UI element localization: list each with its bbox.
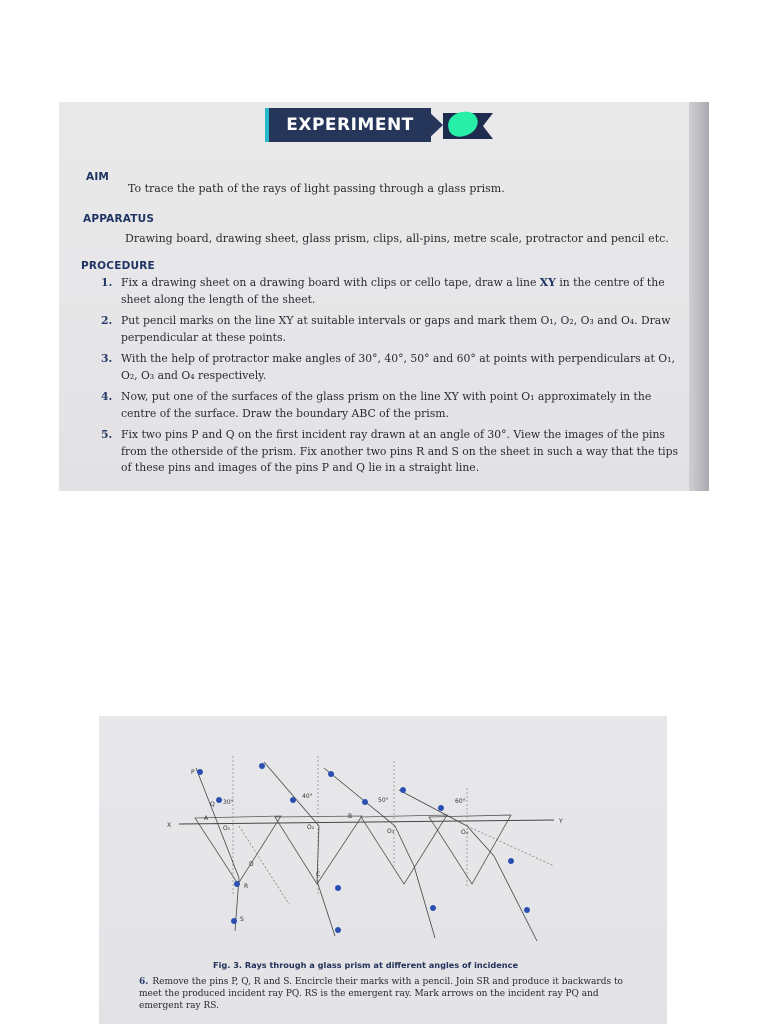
procedure-step: 5. Fix two pins P and Q on the first incident ray drawn at an angle of 30°. View the images of the pins from the otherside of the prism. Fix another two pins R and S on the sheet in such a way that the tips of these pins and images of the pins P and Q lie in a straight line. bbox=[101, 428, 679, 474]
banner-arrow bbox=[425, 108, 443, 142]
experiment-banner bbox=[265, 108, 495, 144]
figure-caption: Fig. 3. Rays through a glass prism at different angles of incidence bbox=[213, 960, 519, 970]
refracted-ray-4 bbox=[467, 826, 494, 856]
procedure-heading: PROCEDURE bbox=[81, 260, 155, 272]
label-angle-4: 60° bbox=[455, 798, 466, 805]
pin-p-3 bbox=[328, 771, 334, 777]
procedure-step: 4. Now, put one of the surfaces of the glass prism on the line XY with point O₁ approximately in the centre of the surface. Draw the boundary ABC of the prism. bbox=[101, 390, 652, 420]
pin-q-3 bbox=[362, 799, 368, 805]
procedure-step: 1. Fix a drawing sheet on a drawing board with clips or cello tape, draw a line XY in the centre of the sheet along the length of the sheet. bbox=[101, 276, 665, 306]
label-s: S bbox=[240, 916, 244, 923]
label-angle-3: 50° bbox=[378, 797, 389, 804]
label-o3: O₃ bbox=[387, 828, 395, 835]
pin-r-4 bbox=[508, 858, 514, 864]
label-y: Y bbox=[559, 818, 563, 825]
emergent-ray-4 bbox=[494, 856, 537, 941]
incident-ray-4 bbox=[399, 790, 467, 826]
aim-text: To trace the path of the rays of light passing through a glass prism. bbox=[128, 182, 505, 195]
prism-4 bbox=[429, 815, 511, 884]
prism-1 bbox=[195, 816, 281, 884]
banner-title: EXPERIMENT bbox=[265, 108, 431, 142]
pin-q-2 bbox=[290, 797, 296, 803]
xy-line bbox=[179, 820, 554, 824]
procedure-step-6: 6. Remove the pins P, Q, R and S. Encircle their marks with a pencil. Join SR and produce it backwards to meet the produced incident ray PQ. RS is the emergent ray. Mark arrows on the incident ray PQ and emergent ray RS. bbox=[139, 977, 623, 1011]
page-photo-bottom bbox=[99, 716, 667, 1024]
prism-ray-diagram bbox=[99, 716, 667, 956]
label-a: A bbox=[204, 815, 209, 822]
label-r: R bbox=[244, 883, 249, 890]
label-x: X bbox=[167, 822, 172, 829]
pin-q-1 bbox=[216, 797, 222, 803]
refracted-ray-3 bbox=[395, 826, 414, 866]
label-p: P bbox=[191, 769, 195, 776]
label-c: C bbox=[316, 871, 321, 878]
pin-s-3 bbox=[430, 905, 436, 911]
label-angle-1: 30° bbox=[223, 799, 234, 806]
label-q: Q bbox=[210, 801, 215, 808]
pin-r-2 bbox=[335, 885, 341, 891]
procedure-step: 2. Put pencil marks on the line XY at suitable intervals or gaps and mark them O₁, O₂, O₃ and O₄. Draw perpendicular at these points. bbox=[101, 314, 671, 344]
emergent-ray-3 bbox=[414, 866, 435, 938]
label-o1: O₁ bbox=[223, 825, 231, 832]
pin-s-2 bbox=[335, 927, 341, 933]
pin-p-1 bbox=[197, 769, 203, 775]
label-o2: O₂ bbox=[307, 824, 315, 831]
procedure-step: 3. With the help of protractor make angles of 30°, 40°, 50° and 60° at points with perpendiculars at O₁, O₂, O₃ and O₄ respectively. bbox=[101, 352, 675, 382]
aim-heading: AIM bbox=[86, 171, 110, 183]
emergent-ray-2 bbox=[317, 881, 335, 936]
pin-s-1 bbox=[231, 918, 237, 924]
label-b: B bbox=[348, 813, 353, 820]
pin-s-4 bbox=[524, 907, 530, 913]
procedure-steps bbox=[101, 275, 681, 482]
pin-p-4 bbox=[400, 787, 406, 793]
pin-r-1 bbox=[234, 881, 240, 887]
page-edge bbox=[689, 102, 709, 491]
label-angle-2: 40° bbox=[302, 793, 313, 800]
pin-q-4 bbox=[438, 805, 444, 811]
deviation-line-1 bbox=[239, 826, 289, 904]
page-photo-top bbox=[59, 102, 709, 491]
label-o4: O₄ bbox=[461, 829, 469, 836]
apparatus-heading: APPARATUS bbox=[83, 213, 155, 225]
apparatus-text: Drawing board, drawing sheet, glass prism, clips, all-pins, metre scale, protractor and pencil etc. bbox=[125, 232, 669, 245]
label-d: D bbox=[249, 861, 254, 868]
pin-p-2 bbox=[259, 763, 265, 769]
